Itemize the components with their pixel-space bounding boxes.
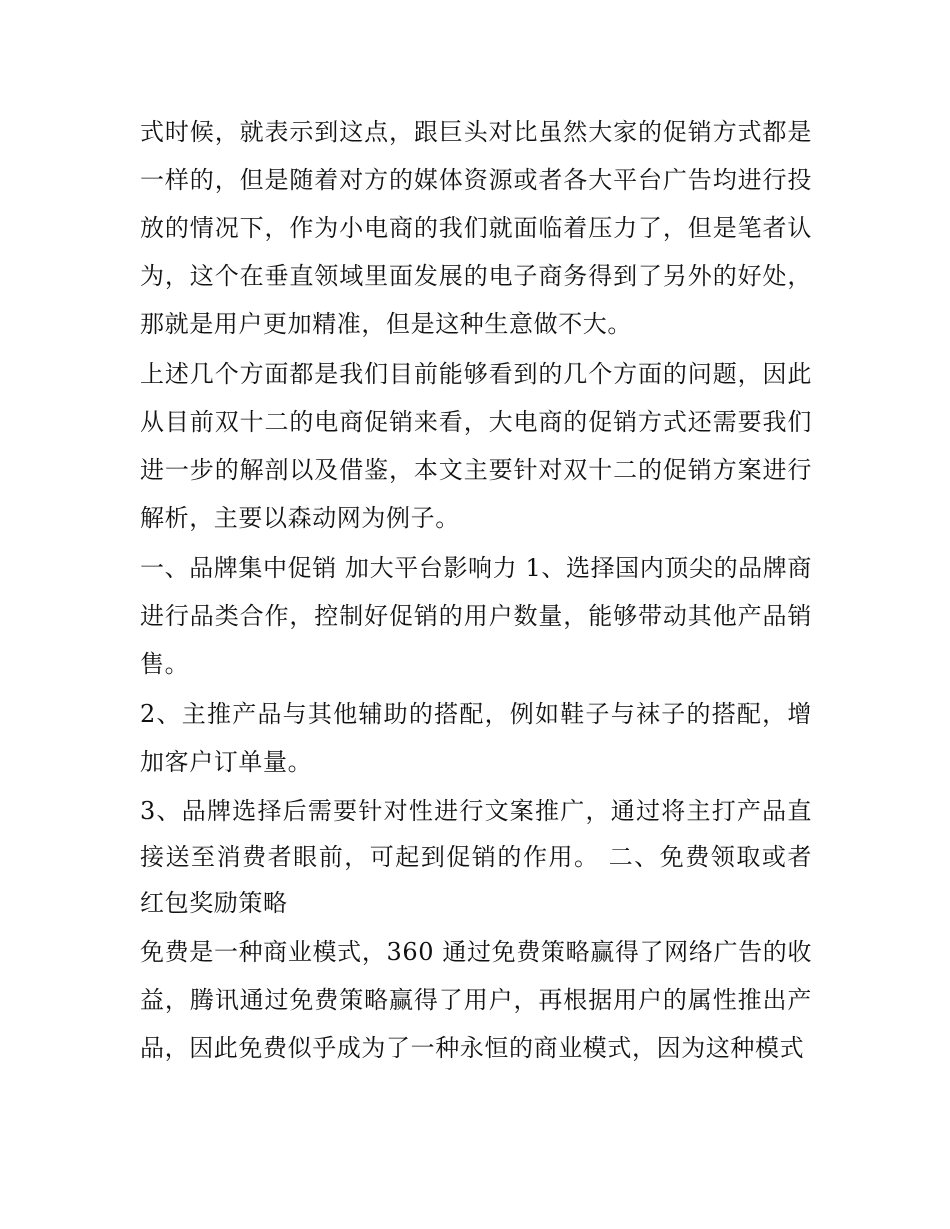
paragraph-2: 上述几个方面都是我们目前能够看到的几个方面的问题，因此从目前双十二的电商促销来看，大电商的促销方式还需要我们进一步的解剖以及借鉴，本文主要针对双十二的促销方案进行解析，主要以森动网为例子。 — [140, 360, 812, 532]
paragraph-4: 2、主推产品与其他辅助的搭配，例如鞋子与袜子的搭配，增加客户订单量。 — [140, 700, 812, 776]
document-body — [140, 108, 812, 1072]
paragraph-5: 3、品牌选择后需要针对性进行文案推广，通过将主打产品直接送至消费者眼前，可起到促销的作用。 二、免费领取或者红包奖励策略 — [140, 797, 812, 917]
paragraph-1: 式时候，就表示到这点，跟巨头对比虽然大家的促销方式都是一样的，但是随着对方的媒体资源或者各大平台广告均进行投放的情况下，作为小电商的我们就面临着压力了，但是笔者认为，这个在垂直领域里面发展的电子商务得到了另外的好处，那就是用户更加精准，但是这种生意做不大。 — [140, 118, 812, 338]
paragraph-3: 一、品牌集中促销 加大平台影响力 1、选择国内顶尖的品牌商进行品类合作，控制好促销的用户数量，能够带动其他产品销售。 — [140, 554, 812, 678]
paragraph-6: 免费是一种商业模式，360 通过免费策略赢得了网络广告的收益，腾讯通过免费策略赢得了用户，再根据用户的属性推出产品，因此免费似乎成为了一种永恒的商业模式，因为这种模式 — [140, 938, 812, 1062]
